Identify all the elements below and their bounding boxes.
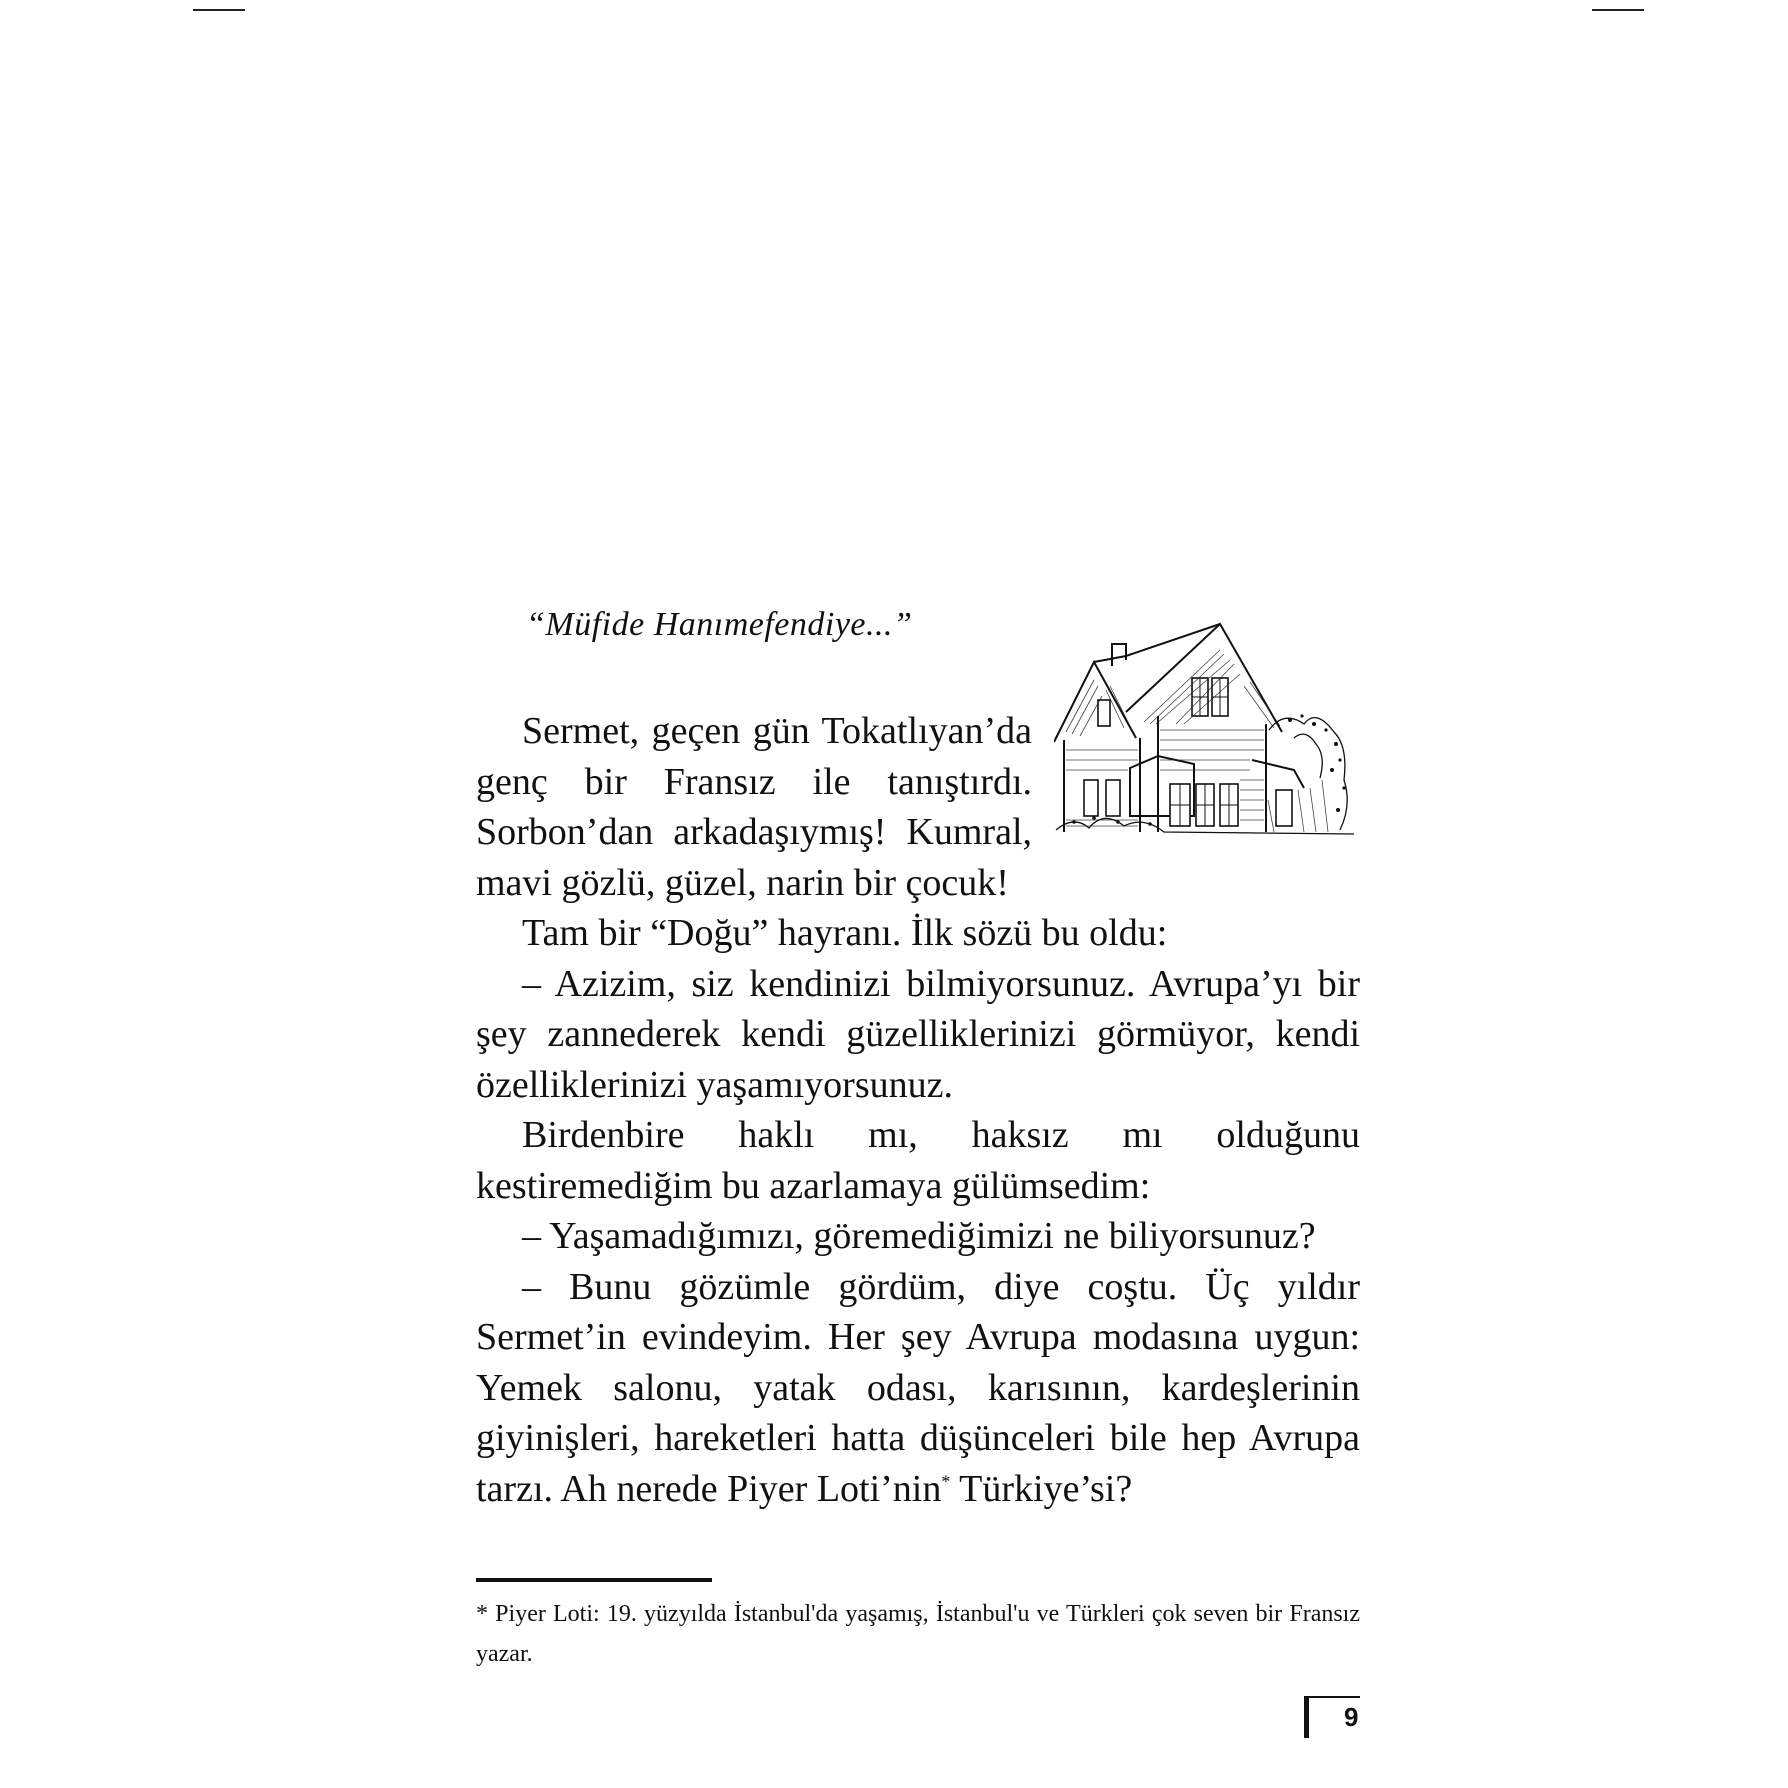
paragraph-1: Sermet, geçen gün Tokatlıyan’da genç bir Fransız ile tanıştırdı. Sorbon’dan arkadaşıymış! Kumral, mavi gözlü, güzel, narin bir çocuk! [476,710,1032,904]
crop-mark-right [1592,9,1644,11]
paragraph-6-text: – Bunu gözümle gördüm, diye coştu. Üç yıldır Sermet’in evindeyim. Her şey Avrupa modasına uygun: Yemek salonu, yatak odası, karısının, kardeşlerinin giyinişleri, hareketleri hatta düşünceleri bile hep Avrupa tarzı. Ah nerede Piyer Loti’nin [476,1265,1360,1510]
paragraph-3: – Azizim, siz kendinizi bilmiyorsunuz. Avrupa’yı bir şey zannederek kendi güzelliklerinizi görmüyor, kendi özelliklerinizi yaşamıyorsunuz. [476,962,1360,1106]
dedication-line: “Müfide Hanımefendiye...” [526,606,913,643]
paragraph-6 [476,1262,1360,1515]
page-number-block [1304,1696,1360,1740]
book-page [476,606,1360,1766]
footnote-rule [476,1578,712,1582]
paragraph-5: – Yaşamadığımızı, göremediğimizi ne biliyorsunuz? [522,1215,1316,1257]
paragraph-2: Tam bir “Doğu” hayranı. İlk sözü bu oldu: [522,912,1168,954]
folio-bar-vertical [1304,1696,1309,1738]
body-text [476,706,1360,1514]
crop-mark-left [193,9,245,11]
footnote-marker: * [941,1470,951,1491]
paragraph-4: Birdenbire haklı mı, haksız mı olduğunu kestiremediğim bu azarlamaya gülümsedim: [476,1114,1360,1207]
folio-bar-horizontal [1304,1696,1360,1698]
paragraph-6-end: Türkiye’si? [950,1467,1133,1510]
footnote: * Piyer Loti: 19. yüzyılda İstanbul'da yaşamış, İstanbul'u ve Türkleri çok seven bir Fransız yazar. [476,1601,1360,1667]
page-number: 9 [1344,1702,1359,1732]
